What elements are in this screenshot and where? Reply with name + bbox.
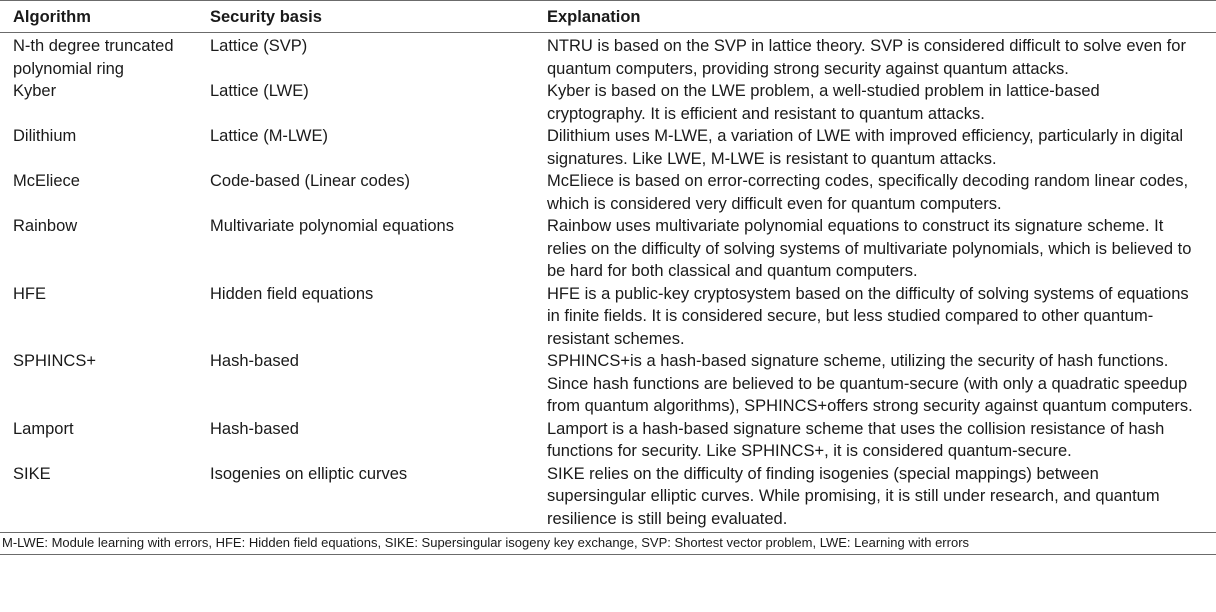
security-basis-cell: Code-based (Linear codes)	[210, 172, 410, 190]
table-body	[0, 33, 1216, 533]
algorithm-cell: SPHINCS+	[13, 352, 96, 370]
security-basis-cell: Multivariate polynomial equations	[210, 217, 454, 235]
table-row	[0, 33, 1216, 81]
algorithm-cell: Kyber	[13, 82, 57, 100]
table-header	[0, 1, 1216, 33]
algorithm-cell: HFE	[13, 284, 46, 303]
algorithm-cell: McEliece	[13, 172, 80, 190]
security-basis-cell: Hash-based	[210, 419, 299, 438]
security-basis-cell: Hash-based	[210, 352, 299, 370]
security-basis-cell: Isogenies on elliptic curves	[210, 464, 408, 483]
algorithm-cell: N-th degree truncated polynomial ring	[13, 37, 174, 78]
table-row	[0, 125, 1216, 170]
algorithm-cell: Dilithium	[13, 127, 77, 145]
security-basis-cell: Lattice (SVP)	[210, 37, 308, 55]
header-security-basis: Security basis	[210, 8, 322, 26]
table-row	[0, 170, 1216, 215]
explanation-cell: NTRU is based on the SVP in lattice theory. SVP is considered difficult to solve even for quantum computers, providing strong security against quantum attacks.	[547, 37, 1186, 78]
explanation-cell: HFE is a public-key cryptosystem based on the difficulty of solving systems of equations in finite fields. It is considered secure, but less studied compared to other quantum-resistant schemes.	[547, 284, 1189, 348]
explanation-cell: Lamport is a hash-based signature scheme that uses the collision resistance of hash functions for security. Like SPHINCS+, it is considered quantum-secure.	[547, 419, 1165, 460]
table-row	[0, 283, 1216, 351]
algorithm-cell: Lamport	[13, 419, 74, 438]
algorithm-cell: SIKE	[13, 464, 51, 483]
header-algorithm: Algorithm	[13, 8, 91, 26]
table-row	[0, 215, 1216, 283]
table-row	[0, 80, 1216, 125]
explanation-cell: Kyber is based on the LWE problem, a well-studied problem in lattice-based cryptography. It is efficient and resistant to quantum attacks.	[547, 82, 1100, 123]
explanation-cell: Dilithium uses M-LWE, a variation of LWE with improved efficiency, particularly in digital signatures. Like LWE, M-LWE is resistant to quantum attacks.	[547, 127, 1184, 168]
algorithm-cell: Rainbow	[13, 217, 78, 235]
explanation-cell: McEliece is based on error-correcting codes, specifically decoding random linear codes, which is considered very difficult even for quantum computers.	[547, 172, 1189, 213]
explanation-cell: SPHINCS+is a hash-based signature scheme, utilizing the security of hash functions. Since hash functions are believed to be quantum-secure (with only a quadratic speedup from quantum algorithms), SPHINCS+offers strong security against quantum computers.	[547, 352, 1193, 415]
explanation-cell: SIKE relies on the difficulty of finding isogenies (special mappings) between supersingular elliptic curves. While promising, it is still under research, and quantum resilience is still being evaluated.	[547, 464, 1160, 528]
header-row	[0, 1, 1216, 33]
explanation-cell: Rainbow uses multivariate polynomial equations to construct its signature scheme. It relies on the difficulty of solving systems of multivariate polynomials, which is believed to be hard for both classical and quantum computers.	[547, 217, 1192, 280]
header-explanation: Explanation	[547, 8, 641, 26]
table-row	[0, 463, 1216, 533]
table-footnote: M-LWE: Module learning with errors, HFE: Hidden field equations, SIKE: Supersingular isogeny key exchange, SVP: Shortest vector problem, LWE: Learning with errors	[0, 532, 1216, 555]
security-basis-cell: Lattice (LWE)	[210, 82, 309, 100]
table-row	[0, 350, 1216, 418]
security-basis-cell: Lattice (M-LWE)	[210, 127, 328, 145]
table-row	[0, 418, 1216, 463]
security-basis-cell: Hidden field equations	[210, 284, 374, 303]
